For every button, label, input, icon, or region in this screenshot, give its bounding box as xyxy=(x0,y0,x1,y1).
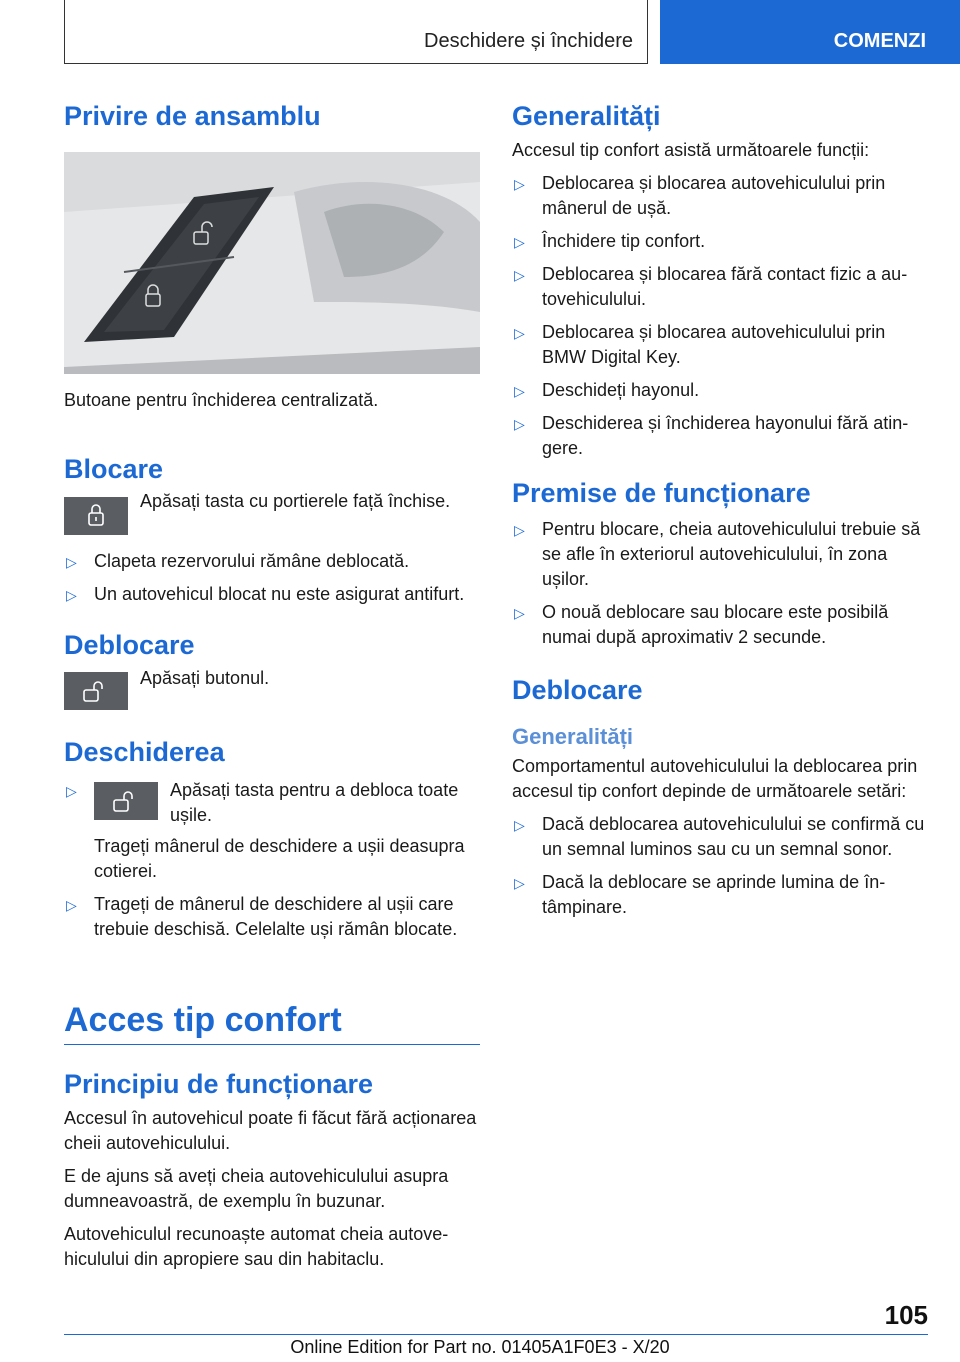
heading-overview: Privire de ansamblu xyxy=(64,101,321,131)
general-intro: Accesul tip confort asistă următoarele funcții: xyxy=(512,139,870,160)
header-chapter-box xyxy=(660,0,960,64)
header-section-title: Deschidere și închidere xyxy=(424,30,633,52)
principle-p3: Autovehiculul recunoaște automat cheia autovehiculului din apropiere sau din habitaclu. xyxy=(64,1223,449,1269)
section-rule xyxy=(64,1044,480,1045)
triangle-right-icon: ▷ xyxy=(514,324,525,341)
triangle-right-icon: ▷ xyxy=(66,553,77,570)
open-item1-text: Apăsați tasta pentru a debloca toate ușile. xyxy=(170,780,459,825)
heading-unlock: Deblocare xyxy=(64,629,195,660)
list-item: ▷ Deblocarea și blocarea autovehiculului prin mânerul de ușă. xyxy=(514,172,886,218)
door-lock-buttons-photo xyxy=(64,152,480,374)
list-item: ▷ Deblocarea și blocarea fără contact fizic a autovehiculului. xyxy=(514,263,908,309)
page-number: 105 xyxy=(884,1300,928,1330)
principle-p1: Accesul în autovehicul poate fi făcut fără acționarea cheii autovehiculului. xyxy=(64,1107,477,1153)
photo-caption: Butoane pentru închiderea centralizată. xyxy=(64,389,379,410)
list-item: ▷ Un autovehicul blocat nu este asigurat antifurt. xyxy=(64,582,480,607)
padlock-open-icon xyxy=(94,782,158,820)
triangle-right-icon: ▷ xyxy=(514,382,525,399)
list-item: ▷ Deschiderea și închiderea hayonului fără atingere. xyxy=(514,412,909,458)
list-item: ▷ Pentru blocare, cheia autovehiculului trebuie să se afle în exteriorul autovehiculului, în zona ușilor. xyxy=(514,518,921,589)
list-item: ▷ Dacă deblocarea autovehiculului se confirmă cu un semnal luminos sau cu un semnal sonor. xyxy=(514,813,925,859)
right-column xyxy=(512,100,928,920)
heading-prerequisites: Premise de funcționare xyxy=(512,477,811,508)
triangle-right-icon: ▷ xyxy=(514,415,525,432)
lock-instruction xyxy=(64,490,480,539)
triangle-right-icon: ▷ xyxy=(514,175,525,192)
list-item: ▷ Clapeta rezervorului rămâne deblocată. xyxy=(64,549,480,574)
footer-edition: Online Edition for Part no. 01405A1F0E3 - X/20 xyxy=(290,1337,670,1357)
padlock-open-icon xyxy=(64,672,128,710)
list-item: ▷ Deblocarea și blocarea autovehiculului prin BMW Digital Key. xyxy=(514,321,886,367)
triangle-right-icon: ▷ xyxy=(66,783,77,799)
unlock-intro: Comportamentul autovehiculului la deblocarea prin accesul tip confort depinde de următoarele setări: xyxy=(512,755,918,801)
list-item: ▷ Deschideți hayonul. xyxy=(512,378,928,403)
header-section-box xyxy=(64,0,648,64)
heading-unlock-comfort: Deblocare xyxy=(512,674,643,705)
unlock-text: Apăsați butonul. xyxy=(140,668,270,689)
triangle-right-icon: ▷ xyxy=(514,233,525,250)
unlock-instruction xyxy=(64,670,480,714)
triangle-right-icon: ▷ xyxy=(514,816,525,833)
heading-principle: Principiu de funcționare xyxy=(64,1069,374,1099)
heading-general: Generalități xyxy=(512,101,661,131)
header-chapter-title: COMENZI xyxy=(833,30,926,52)
padlock-closed-icon xyxy=(64,497,128,535)
triangle-right-icon: ▷ xyxy=(514,521,525,538)
triangle-right-icon: ▷ xyxy=(66,897,77,913)
list-item: ▷ O nouă deblocare sau blocare este posibilă numai după aproximativ 2 secunde. xyxy=(514,601,889,647)
list-item xyxy=(64,778,480,884)
open-item1-sub: Trageți mânerul de deschidere a ușii deasupra cotierei. xyxy=(94,836,465,881)
lock-text: Apăsați tasta cu portierele față închise. xyxy=(140,490,451,511)
footer-rule xyxy=(64,1334,928,1335)
heading-lock: Blocare xyxy=(64,453,164,484)
triangle-right-icon: ▷ xyxy=(514,266,525,283)
list-item: ▷ Dacă la deblocare se aprinde lumina de întâmpinare. xyxy=(514,871,886,917)
heading-open: Deschiderea xyxy=(64,737,225,768)
principle-p2: E de ajuns să aveți cheia autovehiculului asupra dumneavoastră, de exemplu în buzunar. xyxy=(64,1165,449,1211)
heading-comfort-access: Acces tip confort xyxy=(64,1001,342,1039)
left-column-lower xyxy=(64,1068,480,1272)
list-item: ▷ Trageți de mânerul de deschidere al ușii care trebuie deschisă. Celelalte uși rămân blocate. xyxy=(66,894,458,939)
triangle-right-icon: ▷ xyxy=(514,604,525,621)
left-column xyxy=(64,100,480,942)
list-item: ▷ Închidere tip confort. xyxy=(512,229,928,254)
triangle-right-icon: ▷ xyxy=(514,874,525,891)
triangle-right-icon: ▷ xyxy=(66,586,77,603)
subheading-general: Generalități xyxy=(512,724,634,750)
